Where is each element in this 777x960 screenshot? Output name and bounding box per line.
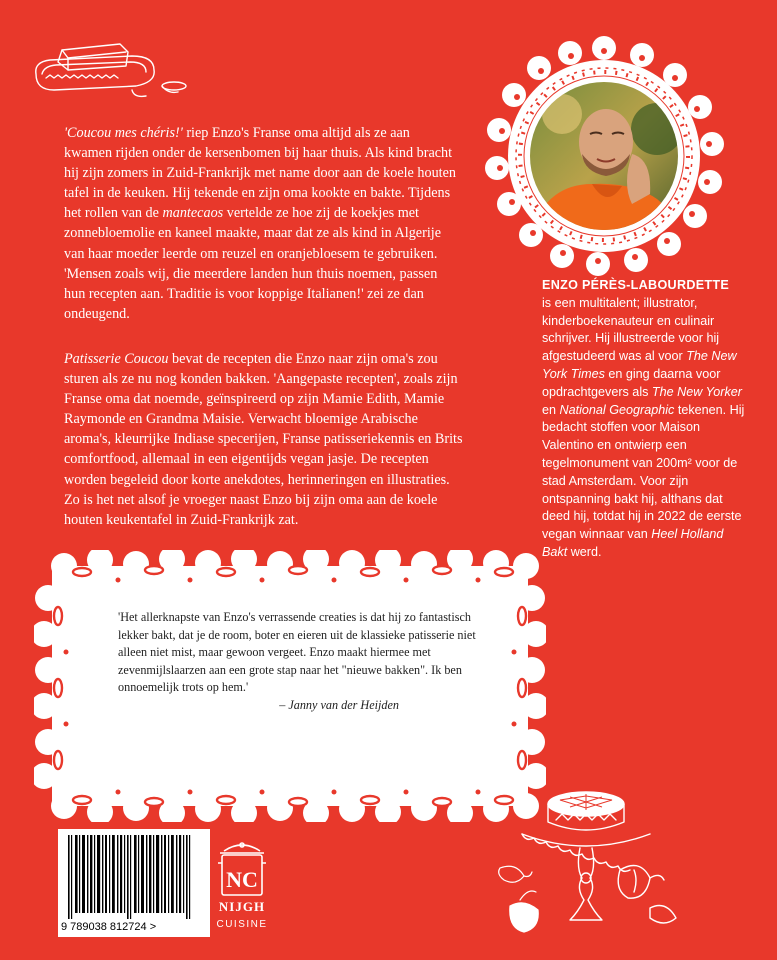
- intro-exclamation: 'Coucou mes chéris!': [64, 125, 183, 141]
- fruit-illustration: [490, 848, 570, 938]
- intro-text-a: riep Enzo's Franse oma altijd als ze aan kwamen rijden onder de kersenbomen bij haar thuis. Als kind bracht hij zijn zomers in Zuid-Frankrijk met name door aan de koele houten tafel in de keuken. Hij tekende en zijn oma kookte en bakte. Tijdens het rollen van de: [64, 125, 457, 222]
- quote-author: – Janny van der Heijden: [279, 697, 399, 712]
- barcode-graphic: [58, 829, 210, 937]
- publisher-name-line2: CUISINE: [216, 919, 268, 930]
- quote-text: 'Het allerknapste van Enzo's verrassende creaties is dat hij zo fantastisch lekker bakt, dat je de room, boter en eieren uit de klassieke patisserie niet alleen niet mist, maar gewoon vergeet. Enzo maakt hiermee met zevenmijlslaarzen aan een grote stap naar het "nieuwe bakken". Ik ben onnoemelijk trots op hem.': [118, 610, 476, 695]
- book-title: Patisserie Coucou: [64, 351, 169, 367]
- bio-publication-1: The New York Times: [542, 349, 737, 381]
- intro-text-c: bevat de recepten die Enzo naar zijn oma's zou sturen als ze nu nog konden bakken. 'Aangepaste recepten', zoals zijn Franse oma dat noemde, geïnspireerd op zijn Mamie Edith, Mamie Raymonde en Grandma Maisie. Verwacht bloemige Arabische aroma's, kleurrijke Indiase specerijen, Franse patisseriekennis en Brits comfortfood, allemaal in een eigentijds vegan jasje. De recepten worden begeleid door korte anekdotes, herinneringen en illustraties. Zo is het net alsof je vroeger naast Enzo bij zijn oma aan de koele houten keukentafel in Zuid-Frankrijk zat.: [64, 351, 463, 528]
- author-bio: [542, 277, 747, 562]
- bio-text-1: is een multitalent; illustrator, kinderboekenauteur en culinair schrijver. Hij illustreerde voor hij afgestudeerd was al voor: [542, 295, 720, 364]
- barcode-digits: 9 789038 812724 >: [61, 921, 157, 933]
- author-portrait-frame: [482, 34, 726, 278]
- barcode: [58, 829, 210, 937]
- bio-publication-2: The New Yorker: [651, 384, 742, 399]
- intro-paragraph-2: [64, 349, 468, 530]
- publisher-monogram: NC: [226, 867, 258, 892]
- bio-text-3: en: [542, 402, 560, 417]
- quote: [118, 609, 494, 715]
- intro-term: mantecaos: [162, 205, 224, 222]
- publisher-logo: [214, 835, 270, 935]
- author-name: ENZO PÉRÈS-LABOURDETTE: [542, 278, 730, 292]
- intro-text-b: vertelde ze hoe zij de koekjes met zonnebloemolie en kaneel maakte, maar dat ze als kind in Algerije van haar moeder leerde om reuzel en oranjebloesem te gebruiken. 'Mensen zoals wij, die meerdere landen hun thuis noemen, passen hun recepten aan. Traditie is voor koppige Italianen!' zei ze dan ondeugend.: [64, 205, 442, 322]
- intro-paragraph-1: [64, 123, 459, 324]
- bio-show-title: Heel Holland Bakt: [542, 527, 724, 559]
- bio-text-2: en ging daarna voor opdrachtgevers als: [542, 366, 721, 399]
- bio-text-4: tekenen. Hij bedacht stoffen voor Maison Valentino en ontwierp een tegelmonument van 200m² voor de stad Amsterdam. Voor zijn ontspanning bakt hij, althans dat deed hij, totdat hij in 2022 de eerste vegan winnaar van: [542, 402, 745, 542]
- publisher-name-line1: NIJGH: [218, 899, 266, 914]
- bio-publication-3: National Geographic: [559, 402, 675, 417]
- bio-text-5: werd.: [567, 544, 602, 559]
- butter-dish-illustration: [28, 32, 188, 108]
